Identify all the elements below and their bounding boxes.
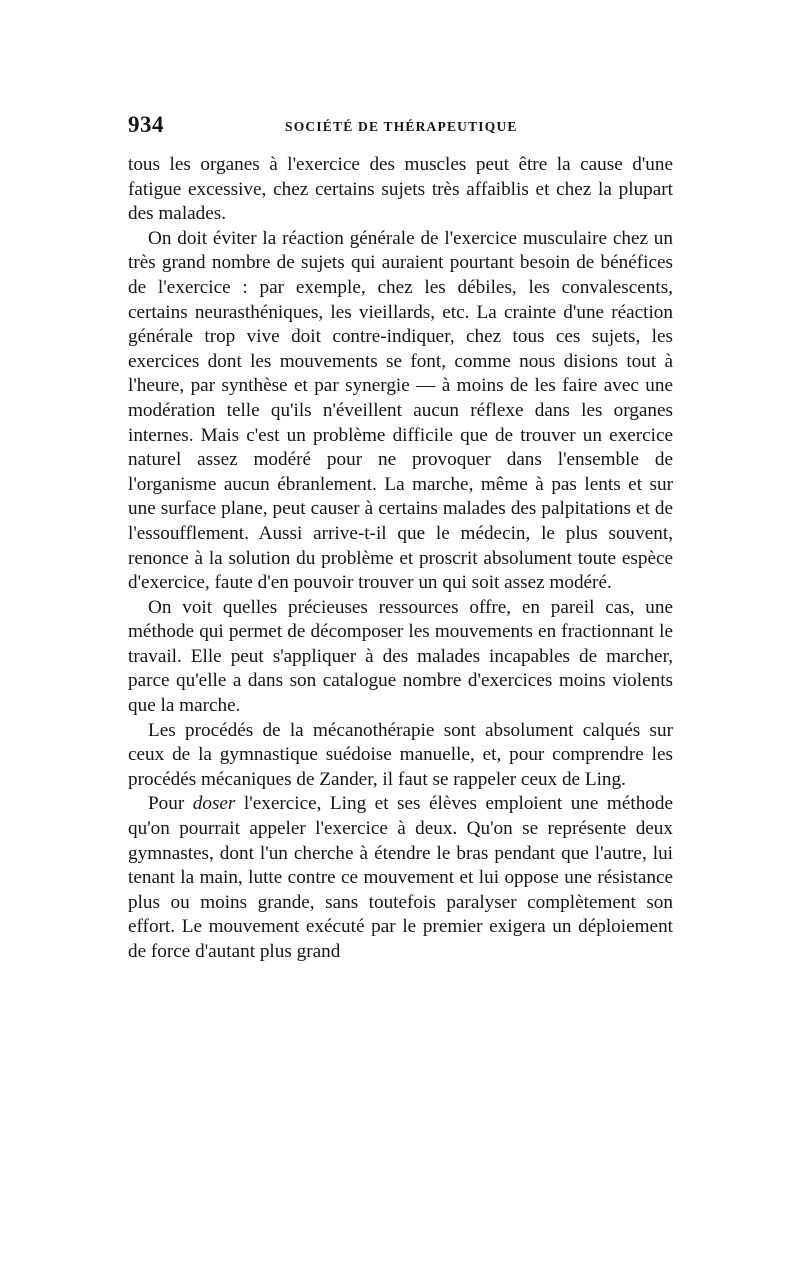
paragraph: [128, 792, 673, 964]
paragraph-text: Les procédés de la mécanothérapie sont absolument calqués sur ceux de la gymnastique suédoise manuelle, et, pour comprendre les procédés mécaniques de Zander, il faut se rappeler ceux de Ling.: [128, 719, 673, 790]
page-number: 934: [128, 112, 164, 137]
paragraph: [128, 153, 673, 227]
paragraph: [128, 719, 673, 793]
paragraph-prefix: Pour: [148, 793, 193, 815]
paragraph-text: l'exercice, Ling et ses élèves emploient une méthode qu'on pourrait appeler l'exercice à deux. Qu'on se représente deux gymnastes, dont l'un cherche à étendre le bras pendant que l'autre, lui tenant la main, lutte contre ce mouvement et lui oppose une résistance plus ou moins grande, sans toutefois paralyser complètement son effort. Le mouvement exécuté par le premier exigera un déploiement de force d'autant plus grand: [128, 793, 673, 962]
paragraph: [128, 227, 673, 596]
running-title: SOCIÉTÉ DE THÉRAPEUTIQUE: [285, 119, 518, 134]
page-header: [128, 112, 673, 142]
body-text: [128, 153, 673, 965]
paragraph-text: On doit éviter la réaction générale de l'exercice musculaire chez un très grand nombre de sujets qui auraient pourtant besoin de bénéfices de l'exercice : par exemple, chez les débiles, les convalescents, certains neurasthéniques, les vieillards, etc. La crainte d'une réaction générale trop vive doit contre-indiquer, chez tous ces sujets, les exercices dont les mouvements se font, comme nous disions tout à l'heure, par synthèse et par synergie — à moins de les faire avec une modération telle qu'ils n'éveillent aucun réflexe dans les organes internes. Mais c'est un problème difficile que de trouver un exercice naturel assez modéré pour ne provoquer dans l'ensemble de l'organisme aucun ébranlement. La marche, même à pas lents et sur une surface plane, peut causer à certains malades des palpitations et de l'essoufflement. Aussi arrive-t-il que le médecin, le plus souvent, renonce à la solution du problème et proscrit absolument toute espèce d'exercice, faute d'en pouvoir trouver un qui soit assez modéré.: [128, 227, 673, 594]
emphasized-word: doser: [192, 793, 236, 815]
paragraph: [128, 596, 673, 719]
paragraph-text: tous les organes à l'exercice des muscles peut être la cause d'une fatigue excessive, chez certains sujets très affaiblis et chez la plupart des malades.: [128, 154, 673, 225]
paragraph-text: On voit quelles précieuses ressources offre, en pareil cas, une méthode qui permet de décomposer les mouvements en fractionnant le travail. Elle peut s'appliquer à des malades incapables de marcher, parce qu'elle a dans son catalogue nombre d'exercices moins violents que la marche.: [128, 596, 673, 717]
